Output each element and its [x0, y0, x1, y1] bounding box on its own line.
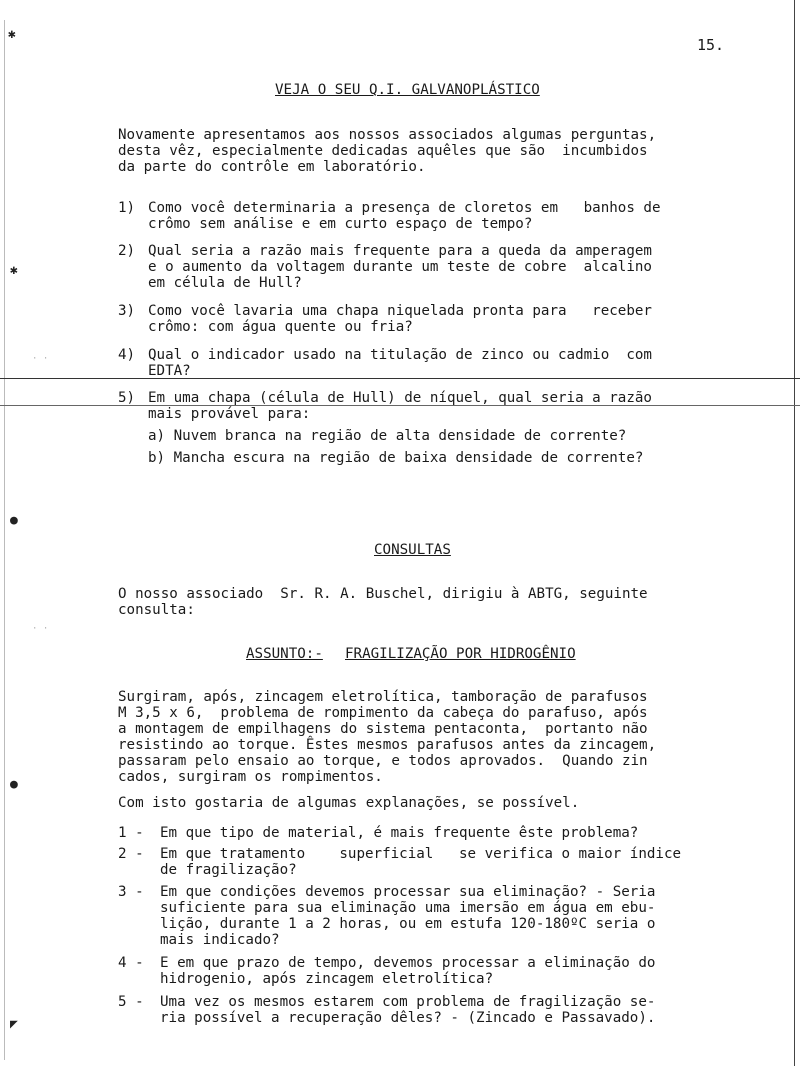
item-number: 1 - [118, 825, 144, 841]
section-title-consultas: CONSULTAS [374, 542, 451, 558]
question-line: crômo sem análise e em curto espaço de tempo? [148, 216, 533, 232]
scan-speck-1: · · [32, 354, 49, 364]
consultas-intro-line: consulta: [118, 602, 195, 618]
item-line: E em que prazo de tempo, devemos processar a eliminação do [160, 955, 656, 971]
question-number: 2) [118, 243, 136, 259]
question-line: Em uma chapa (célula de Hull) de níquel, qual seria a razão [148, 390, 652, 406]
punch-mark-5: ◤ [10, 1017, 18, 1032]
question-number: 5) [118, 390, 136, 406]
item-line: Uma vez os mesmos estarem com problema de fragilização se- [160, 994, 656, 1010]
question-line: Como você lavaria uma chapa niquelada pronta para receber [148, 303, 652, 319]
punch-mark-1: ✱ [8, 27, 16, 42]
item-number: 4 - [118, 955, 144, 971]
page-number: 15. [697, 36, 725, 54]
subject-title: FRAGILIZAÇÃO POR HIDROGÊNIO [345, 646, 576, 662]
question-line: Qual seria a razão mais frequente para a queda da amperagem [148, 243, 652, 259]
question-number: 3) [118, 303, 136, 319]
section-title-qi: VEJA O SEU Q.I. GALVANOPLÁSTICO [275, 82, 540, 98]
body-line: Surgiram, após, zincagem eletrolítica, tamboração de parafusos [118, 689, 648, 705]
body-line: passaram pelo ensaio ao torque, e todos aprovados. Quando zin [118, 753, 648, 769]
item-line: ria possível a recuperação dêles? - (Zincado e Passavado). [160, 1010, 656, 1026]
item-line: mais indicado? [160, 932, 280, 948]
item-line: suficiente para sua eliminação uma imersão em água em ebu- [160, 900, 656, 916]
item-line: Em que tipo de material, é mais frequente êste problema? [160, 825, 639, 841]
question-line: Como você determinaria a presença de cloretos em banhos de [148, 200, 661, 216]
question-line: EDTA? [148, 363, 191, 379]
closing-line: Com isto gostaria de algumas explanações, se possível. [118, 795, 580, 811]
question-line: em célula de Hull? [148, 275, 302, 291]
punch-mark-3: ● [10, 513, 18, 528]
left-edge-line [4, 20, 5, 1060]
intro-line: desta vêz, especialmente dedicadas aquêles que são incumbidos [118, 143, 648, 159]
subquestion-a: a) Nuvem branca na região de alta densidade de corrente? [148, 428, 627, 444]
item-number: 3 - [118, 884, 144, 900]
subquestion-b: b) Mancha escura na região de baixa densidade de corrente? [148, 450, 644, 466]
intro-line: Novamente apresentamos aos nossos associados algumas perguntas, [118, 127, 657, 143]
item-line: lição, durante 1 a 2 horas, ou em estufa 120-180ºC seria o [160, 916, 656, 932]
item-line: hidrogenio, após zincagem eletrolítica? [160, 971, 494, 987]
question-line: Qual o indicador usado na titulação de zinco ou cadmio com [148, 347, 652, 363]
item-number: 5 - [118, 994, 144, 1010]
right-edge-line [794, 0, 795, 1066]
question-number: 1) [118, 200, 136, 216]
subject-label: ASSUNTO:- [246, 646, 323, 662]
body-line: a montagem de empilhagens do sistema pentaconta, portanto não [118, 721, 648, 737]
item-line: Em que tratamento superficial se verifica o maior índice [160, 846, 682, 862]
intro-line: da parte do contrôle em laboratório. [118, 159, 426, 175]
item-line: de fragilização? [160, 862, 297, 878]
punch-mark-4: ● [10, 777, 18, 792]
punch-mark-2: ✱ [10, 263, 18, 278]
item-number: 2 - [118, 846, 144, 862]
scan-speck-2: · · [32, 624, 49, 634]
question-line: crômo: com água quente ou fria? [148, 319, 413, 335]
body-line: cados, surgiram os rompimentos. [118, 769, 383, 785]
consultas-intro-line: O nosso associado Sr. R. A. Buschel, dirigiu à ABTG, seguinte [118, 586, 648, 602]
question-line: e o aumento da voltagem durante um teste de cobre alcalino [148, 259, 652, 275]
fold-line-top [0, 378, 800, 379]
question-line: mais provável para: [148, 406, 311, 422]
body-line: resistindo ao torque. Êstes mesmos parafusos antes da zincagem, [118, 737, 657, 753]
question-number: 4) [118, 347, 136, 363]
body-line: M 3,5 x 6, problema de rompimento da cabeça do parafuso, após [118, 705, 648, 721]
item-line: Em que condições devemos processar sua eliminação? - Seria [160, 884, 656, 900]
